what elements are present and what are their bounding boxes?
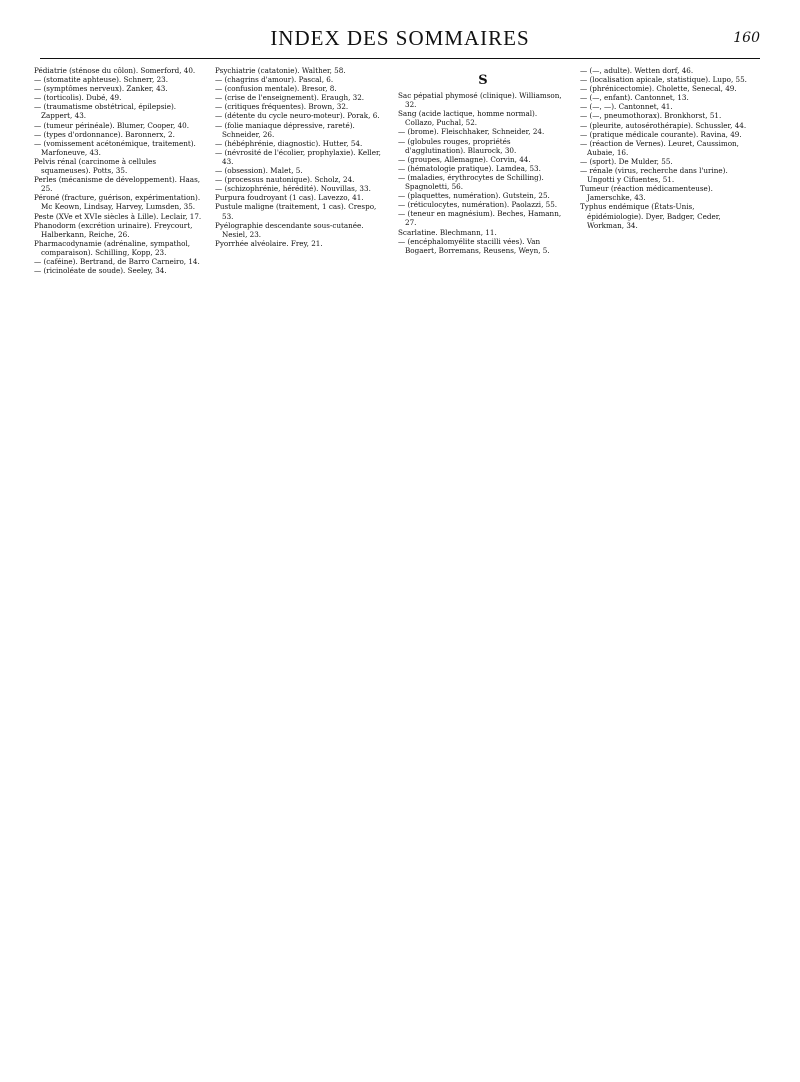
index-entry: — (plaquettes, numération). Gutstein, 25.	[398, 191, 550, 201]
index-entry: — (critiques fréquentes). Brown, 32.	[215, 102, 349, 112]
index-entry: — (brome). Fleischhaker, Schneider, 24.	[398, 127, 545, 137]
index-entry: — (caféine). Bertrand, de Barro Carneiro, 14.	[34, 256, 200, 266]
index-entry: — (obsession). Malet, 5.	[215, 166, 303, 176]
index-entry: Typhus endémique (États-Unis, épidémiologie). Dyer, Badger, Ceder, Workman, 34.	[580, 202, 721, 230]
index-entry: — (pleurite, autosérothérapie). Schussler, 44.	[580, 120, 747, 130]
index-entry: — (pratique médicale courante). Ravina, 49.	[580, 129, 742, 139]
section-letter: S	[478, 73, 488, 88]
index-entry: — (processus nautonique). Scholz, 24.	[215, 175, 355, 185]
index-entry: Phanodorm (excrétion urinaire). Freycourt, Halberkann, Reiche, 26.	[34, 220, 193, 239]
index-entry: — (—, enfant). Cantonnet, 13.	[580, 93, 689, 103]
index-entry: — (ricinoléate de soude). Seeley, 34.	[34, 266, 167, 276]
index-entry: Sang (acide lactique, homme normal). Collazo, Puchal, 52.	[398, 109, 538, 128]
index-entry: — (confusion mentale). Bresor, 8.	[215, 84, 337, 94]
index-entry: — (hébéphrénie, diagnostic). Hutter, 54.	[215, 138, 363, 148]
index-entry: Peste (XVe et XVIe siècles à Lille). Leclair, 17.	[34, 211, 202, 221]
index-entry: Pédiatrie (sténose du côlon). Somerford, 40.	[34, 66, 196, 75]
column-4	[580, 66, 750, 230]
index-entry: — (chagrins d'amour). Pascal, 6.	[215, 75, 334, 85]
index-entry: — (localisation apicale, statistique). Lupo, 55.	[580, 75, 747, 85]
column-2	[215, 66, 385, 248]
index-entry: — rénale (virus, recherche dans l'urine). Ungotti y Cifuentes, 51.	[580, 166, 728, 185]
index-entry: — (—, adulte). Wetten dorf, 46.	[580, 66, 694, 75]
index-entry: — (tumeur périnéale). Blumer, Cooper, 40.	[34, 120, 190, 130]
index-entry: — (réticulocytes, numération). Paolazzi, 55.	[398, 200, 558, 210]
index-entry: — (torticolis). Dubé, 49.	[34, 93, 122, 103]
index-entry: — (—, pneumothorax). Bronkhorst, 51.	[580, 111, 722, 121]
index-entry: Purpura foudroyant (1 cas). Lavezzo, 41.	[215, 193, 364, 203]
index-entry: — (vomissement acétonémique, traitement). Marfoneuve, 43.	[34, 138, 196, 157]
index-entry: Pharmacodynamie (adrénaline, sympathol, comparaison). Schilling, Kopp, 23.	[34, 238, 191, 257]
index-entry: Péroné (fracture, guérison, expérimentation). Mc Keown, Lindsay, Harvey, Lumsden, 35.	[34, 193, 201, 212]
index-entry: — (maladies, érythrocytes de Schilling). Spagnoletti, 56.	[398, 172, 544, 192]
index-entry: Tumeur (réaction médicamenteuse). Jamerschke, 43.	[580, 184, 713, 203]
page-title: INDEX DES SOMMAIRES	[270, 26, 530, 50]
index-entry: — (crise de l'enseignement). Eraugh, 32.	[215, 93, 365, 103]
index-entry: — (réaction de Vernes). Leuret, Caussimon, Aubaie, 16.	[580, 138, 739, 157]
index-entry: — (teneur en magnésium). Beches, Hamann, 27.	[398, 209, 562, 228]
index-entry: — (phrénicectomie). Cholette, Senecal, 49.	[580, 84, 737, 94]
index-entry: Pyélographie descendante sous-cutanée. Nesiel, 23.	[215, 220, 364, 239]
index-entry: — (hématologie pratique). Lamdea, 53.	[398, 163, 541, 173]
column-3	[398, 66, 568, 255]
index-entry: — (—, —). Cantonnet, 41.	[580, 102, 673, 112]
page-number: 160	[733, 30, 760, 46]
index-entry: — (détente du cycle neuro-moteur). Porak, 6.	[215, 111, 380, 121]
index-entry: — (folie maniaque dépressive, rareté). Schneider, 26.	[215, 120, 355, 139]
index-entry: Sac pépatial phymosé (clinique). Williamson, 32.	[398, 91, 562, 110]
index-entry: — (globules rouges, propriétés d'agglutination). Blaurock, 30.	[398, 136, 517, 155]
column-1	[34, 66, 204, 275]
index-entry: — (types d'ordonnance). Baronnerx, 2.	[34, 129, 175, 139]
index-entry: Perles (mécanisme de développement). Haas, 25.	[34, 175, 201, 194]
index-entry: — (stomatite aphteuse). Schnerr, 23.	[34, 75, 169, 85]
page-header	[40, 26, 760, 54]
index-entry: Scarlatine. Blechmann, 11.	[398, 227, 497, 237]
index-entry: Psychiatrie (catatonie). Walther, 58.	[215, 66, 346, 75]
index-entry: — (sport). De Mulder, 55.	[580, 156, 673, 166]
index-entry: — (névrosité de l'écolier, prophylaxie). Keller, 43.	[215, 147, 381, 166]
index-entry: Pustule maligne (traitement, 1 cas). Crespo, 53.	[215, 202, 377, 221]
index-entry: Pyorrhée alvéolaire. Frey, 21.	[215, 238, 323, 248]
header-rule	[40, 58, 760, 59]
index-entry: — (encéphalomyélite stacilli vées). Van Bogaert, Borremans, Reusens, Weyn, 5.	[398, 236, 550, 255]
index-entry: — (schizophrénie, hérédité). Nouvillas, 33.	[215, 184, 371, 194]
index-entry: Pelvis rénal (carcinome à cellules squameuses). Potts, 35.	[34, 156, 157, 176]
index-entry: — (groupes, Allemagne). Corvin, 44.	[398, 154, 531, 164]
index-entry: — (traumatisme obstétrical, épilepsie). Zappert, 43.	[34, 102, 177, 121]
index-entry: — (symptômes nerveux). Zanker, 43.	[34, 84, 168, 94]
